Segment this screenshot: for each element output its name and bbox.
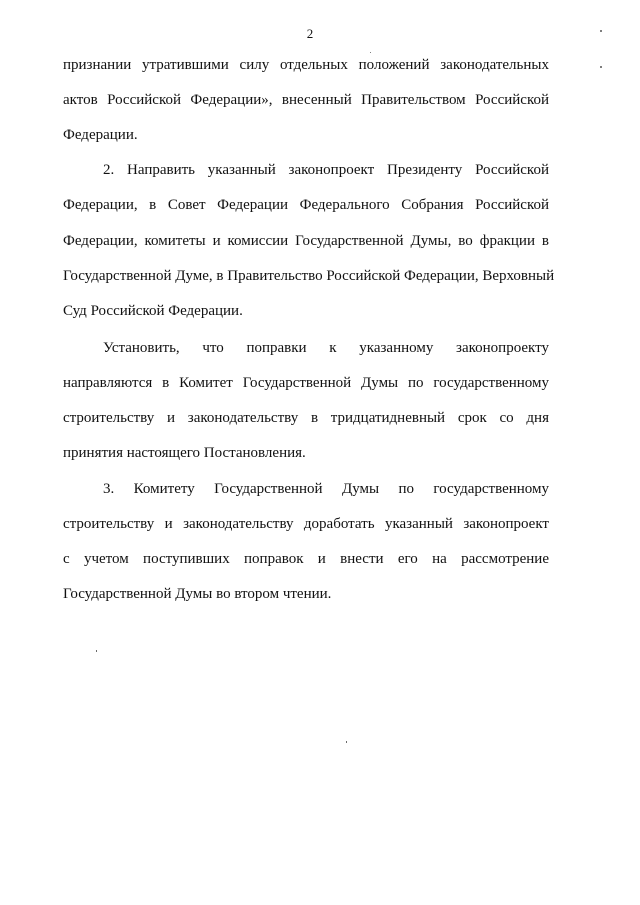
paragraph-2-line-5: Суд Российской Федерации. [63, 303, 243, 319]
paragraph-4-line-3: с учетом поступивших поправок и внести его на рассмотрение [63, 551, 549, 567]
paragraph-1-line-2: актов Российской Федерации», внесенный Правительством Российской [63, 92, 549, 108]
scan-speck [370, 52, 371, 53]
paragraph-1-line-1: признании утратившими силу отдельных положений законодательных [63, 57, 549, 73]
paragraph-2-line-1: 2. Направить указанный законопроект Президенту Российской [103, 162, 549, 178]
paragraph-3-line-2: направляются в Комитет Государственной Думы по государственному [63, 375, 549, 391]
paragraph-2-line-2: Федерации, в Совет Федерации Федерального Собрания Российской [63, 197, 549, 213]
paragraph-3-line-3: строительству и законодательству в тридцатидневный срок со дня [63, 410, 549, 426]
paragraph-1-line-3: Федерации. [63, 127, 138, 143]
scan-speck [600, 66, 602, 68]
scan-speck [96, 650, 97, 652]
scan-speck [600, 30, 602, 32]
paragraph-3-line-1: Установить, что поправки к указанному законопроекту [103, 340, 549, 356]
paragraph-4-line-2: строительству и законодательству доработать указанный законопроект [63, 516, 549, 532]
paragraph-2-line-4: Государственной Думе, в Правительство Российской Федерации, Верховный [63, 268, 555, 284]
paragraph-4-line-1: 3. Комитету Государственной Думы по государственному [103, 481, 549, 497]
paragraph-4-line-4: Государственной Думы во втором чтении. [63, 586, 332, 602]
page-number: 2 [306, 26, 314, 41]
scan-speck [346, 741, 347, 743]
paragraph-2-line-3: Федерации, комитеты и комиссии Государственной Думы, во фракции в [63, 233, 549, 249]
paragraph-3-line-4: принятия настоящего Постановления. [63, 445, 306, 461]
